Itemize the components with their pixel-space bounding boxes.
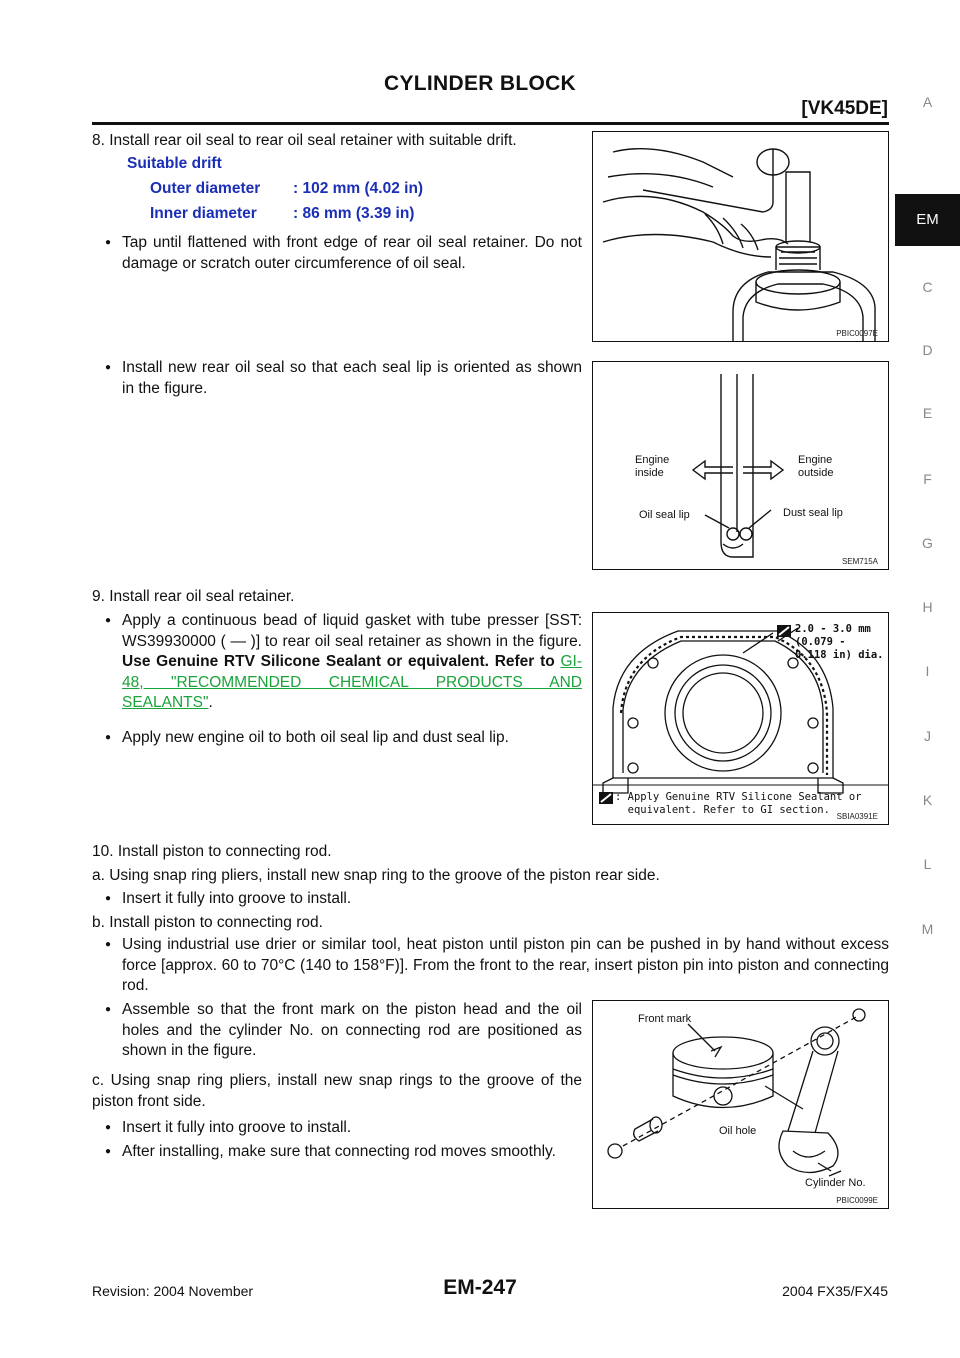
oil-seal-lip-label: Oil seal lip [639, 509, 690, 521]
gi-48-link[interactable]: GI-48, "RECOMMENDED CHEMICAL PRODUCTS AND SEALANTS" [122, 653, 582, 711]
step-9-bullet-2: ● Apply new engine oil to both oil seal lip and dust seal lip. [122, 728, 582, 749]
bead-diameter-label: 2.0 - 3.0 mm (0.079 - 0.118 in) dia. [795, 623, 884, 661]
tab-i[interactable]: I [925, 663, 930, 679]
tab-em[interactable]: EM [895, 194, 960, 246]
engine-inside-label: Engine inside [635, 454, 670, 479]
tab-h[interactable]: H [922, 599, 933, 615]
spec-inner-label: Inner diameter [150, 205, 257, 222]
step-10-text: 10. Install piston to connecting rod. [92, 843, 332, 860]
figure-piston-assembly [592, 1000, 889, 1209]
spec-outer-label: Outer diameter [150, 180, 261, 197]
step-10-b: b. Install piston to connecting rod. [92, 914, 323, 931]
header-rule [92, 122, 889, 125]
tab-l[interactable]: L [923, 856, 932, 872]
tab-d[interactable]: D [922, 342, 933, 358]
sealant-legend-icon [599, 792, 613, 804]
tab-j[interactable]: J [924, 728, 931, 744]
front-mark-label: Front mark [638, 1013, 692, 1025]
figure-code: PBIC0097E [836, 329, 878, 338]
sealant-icon [777, 625, 791, 637]
figure-seal-lip-orientation [592, 361, 889, 570]
oil-hole-label: Oil hole [719, 1125, 757, 1137]
figure-code: SEM715A [841, 557, 878, 566]
tab-a[interactable]: A [922, 94, 933, 110]
figure-sealant-application [592, 612, 889, 825]
tab-f[interactable]: F [923, 471, 932, 487]
page-number: EM-247 [443, 1276, 517, 1299]
tab-g[interactable]: G [922, 535, 933, 551]
step-10-c-bullet-1: ● Insert it fully into groove to install. [122, 1118, 582, 1139]
revision-date: Revision: 2004 November [92, 1283, 254, 1299]
bullet-1-period: . [208, 694, 213, 711]
drift-illustration [593, 132, 889, 342]
tab-c[interactable]: C [922, 279, 933, 295]
step-10-a: a. Using snap ring pliers, install new snap ring to the groove of the piston rear side. [92, 867, 660, 884]
engine-code: [VK45DE] [801, 98, 888, 119]
cylinder-no-label: Cylinder No. [805, 1177, 866, 1189]
step-10-a-bullet: ● Insert it fully into groove to install. [122, 889, 882, 910]
spec-title: Suitable drift [127, 155, 222, 172]
dust-seal-lip-label: Dust seal lip [783, 507, 843, 519]
step-9-text: 9. Install rear oil seal retainer. [92, 588, 295, 605]
figure-drift-installation [592, 131, 889, 342]
tab-e[interactable]: E [922, 405, 933, 421]
step-8-bullet-1: ● Tap until flattened with front edge of rear oil seal retainer. Do not damage or scratch outer circumference of oil seal. [122, 233, 582, 274]
engine-outside-label: Engine outside [798, 454, 834, 479]
sealant-note: : Apply Genuine RTV Silicone Sealant or equivalent. Refer to GI section. [615, 791, 862, 816]
tab-m[interactable]: M [921, 921, 934, 937]
step-10-b-bullet-1: ● Using industrial use drier or similar tool, heat piston until piston pin can be pushed in by hand without excess force [approx. 60 to 70°C (140 to 158°F)]. From the front to the rear, insert piston pin into piston and connecting rod. [122, 935, 889, 997]
figure-code: SBIA0391E [836, 812, 878, 821]
sealant-instruction: Use Genuine RTV Silicone Sealant or equivalent. Refer to [122, 653, 555, 670]
step-10-c-bullet-2: ● After installing, make sure that connecting rod moves smoothly. [122, 1142, 582, 1163]
step-10-b-bullet-2: ● Assemble so that the front mark on the piston head and the oil holes and the cylinder No. on connecting rod are positioned as shown in the figure. [122, 1000, 582, 1062]
step-9-bullet-1 [122, 611, 582, 714]
tab-k[interactable]: K [922, 792, 933, 808]
step-10-c: c. Using snap ring pliers, install new snap rings to the groove of the piston front side. [92, 1072, 582, 1110]
vehicle-model: 2004 FX35/FX45 [782, 1283, 888, 1299]
step-8-text: 8. Install rear oil seal to rear oil seal retainer with suitable drift. [92, 132, 517, 149]
figure-code: PBIC0099E [836, 1196, 878, 1205]
step-9-bullet-1-text: Apply a continuous bead of liquid gasket with tube presser [SST: WS39930000 ( — )] to rear oil seal retainer as shown in the figure. [122, 612, 582, 650]
spec-outer-value: : 102 mm (4.02 in) [293, 180, 424, 197]
page-title: CYLINDER BLOCK [383, 72, 577, 95]
step-8-bullet-2: ● Install new rear oil seal so that each seal lip is oriented as shown in the figure. [122, 358, 582, 399]
spec-inner-value: : 86 mm (3.39 in) [293, 205, 415, 222]
